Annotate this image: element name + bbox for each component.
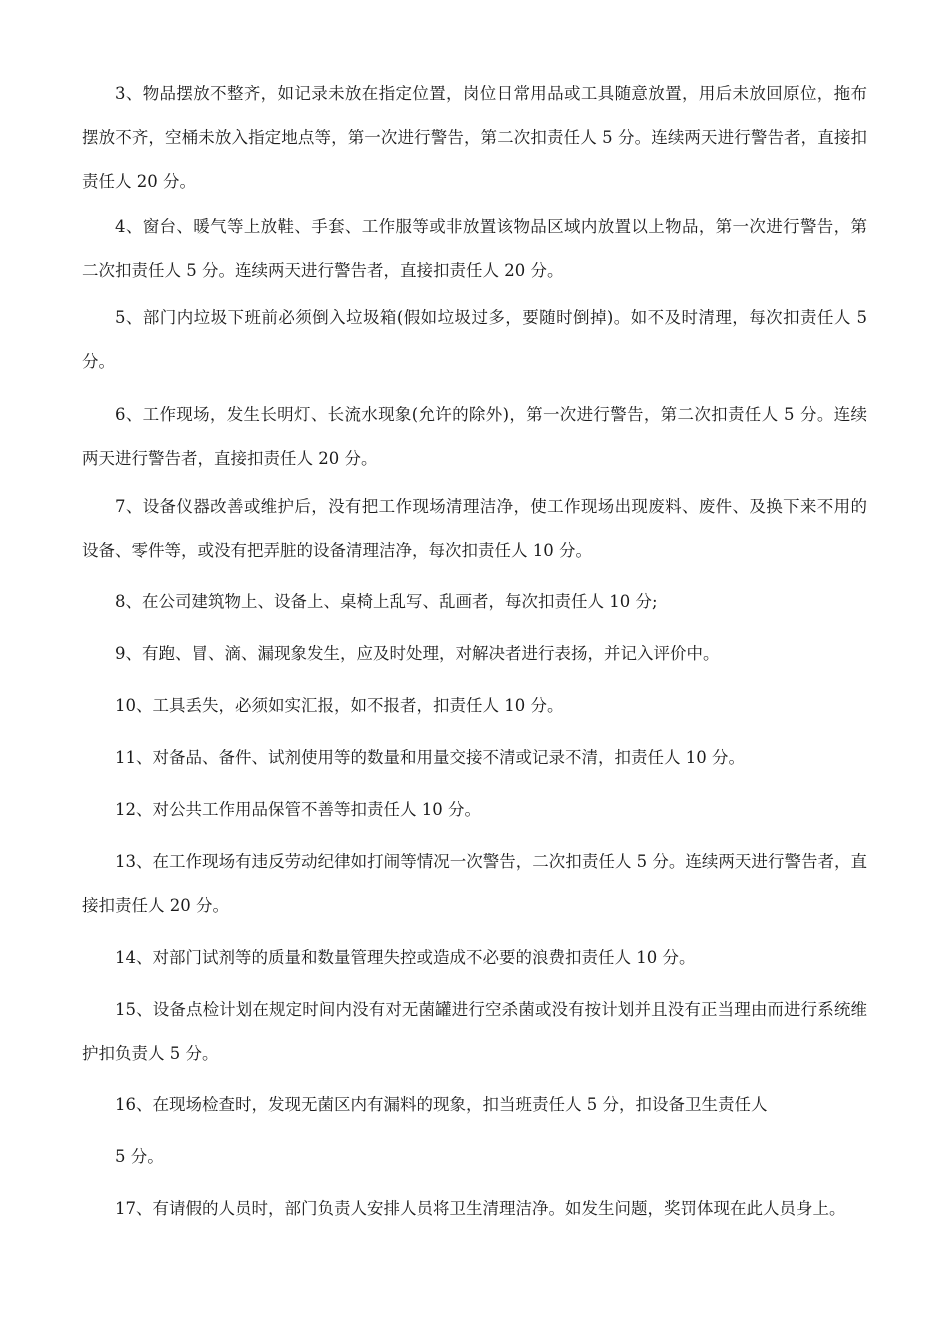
paragraph-item-4: 4、窗台、暖气等上放鞋、手套、工作服等或非放置该物品区域内放置以上物品，第一次进行警告，第二次扣责任人 5 分。连续两天进行警告者，直接扣责任人 20 分。 [82, 217, 867, 280]
paragraph-item-6: 6、工作现场，发生长明灯、长流水现象(允许的除外)，第一次进行警告，第二次扣责任人 5 分。连续两天进行警告者，直接扣责任人 20 分。 [82, 405, 867, 468]
paragraph-item-13: 13、在工作现场有违反劳动纪律如打闹等情况一次警告，二次扣责任人 5 分。连续两天进行警告者，直接扣责任人 20 分。 [82, 852, 867, 915]
paragraph-item-16: 16、在现场检查时，发现无菌区内有漏料的现象，扣当班责任人 5 分，扣设备卫生责任人 [115, 1095, 768, 1114]
paragraph-item-15: 15、设备点检计划在规定时间内没有对无菌罐进行空杀菌或没有按计划并且没有正当理由而进行系统维护扣负责人 5 分。 [82, 1000, 867, 1063]
paragraph-item-8: 8、在公司建筑物上、设备上、桌椅上乱写、乱画者，每次扣责任人 10 分; [115, 592, 658, 611]
paragraph-item-9: 9、有跑、冒、滴、漏现象发生，应及时处理，对解决者进行表扬，并记入评价中。 [115, 644, 720, 663]
paragraph-item-7: 7、设备仪器改善或维护后，没有把工作现场清理洁净，使工作现场出现废料、废件、及换下来不用的设备、零件等，或没有把弄脏的设备清理洁净，每次扣责任人 10 分。 [82, 497, 867, 560]
paragraph-item-12: 12、对公共工作用品保管不善等扣责任人 10 分。 [115, 800, 481, 819]
paragraph-item-5: 5、部门内垃圾下班前必须倒入垃圾箱(假如垃圾过多，要随时倒掉)。如不及时清理，每次扣责任人 5 分。 [82, 308, 867, 371]
paragraph-item-3: 3、物品摆放不整齐，如记录未放在指定位置，岗位日常用品或工具随意放置，用后未放回原位，拖布摆放不齐，空桶未放入指定地点等，第一次进行警告，第二次扣责任人 5 分。连续两天进行警告者，直接扣责任人 20 分。 [82, 84, 867, 191]
paragraph-item-10: 10、工具丢失，必须如实汇报，如不报者，扣责任人 10 分。 [115, 696, 564, 715]
paragraph-item-16-continued: 5 分。 [115, 1147, 164, 1166]
paragraph-item-17: 17、有请假的人员时，部门负责人安排人员将卫生清理洁净。如发生问题，奖罚体现在此人员身上。 [115, 1199, 846, 1218]
paragraph-item-14: 14、对部门试剂等的质量和数量管理失控或造成不必要的浪费扣责任人 10 分。 [115, 948, 696, 967]
paragraph-item-11: 11、对备品、备件、试剂使用等的数量和用量交接不清或记录不清，扣责任人 10 分。 [115, 748, 745, 767]
